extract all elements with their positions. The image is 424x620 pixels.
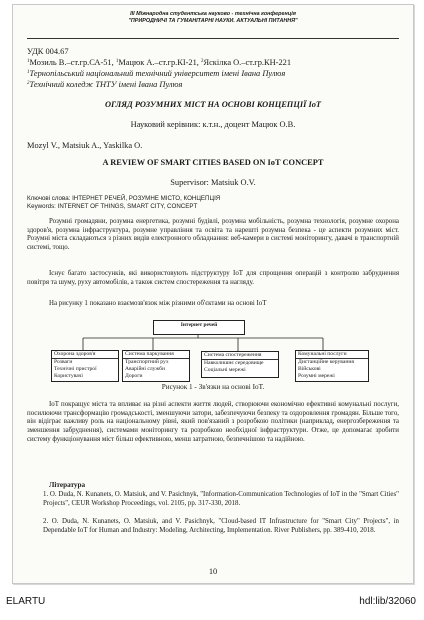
paragraph-2: Існує багато застосунків, які використовують підструктуру IoT для спрощення операцій з контролю забруднення повітря та шуму, руху автомобілів, а також систем спостереження та нагляду. (27, 270, 399, 286)
affiliation-1: $^1$Тернопільський національний технічний університет імені Івана Пулюя (27, 69, 286, 78)
diagram-group-2 (122, 350, 190, 382)
diagram-group-4 (295, 350, 369, 382)
paragraph-3: На рисунку 1 показано взаємозв'язок між різними об'єктами на основі IoT (49, 300, 267, 307)
title-uk: ОГЛЯД РОЗУМНИХ МІСТ НА ОСНОВІ КОНЦЕПЦІЇ IoT (104, 100, 322, 109)
affiliation-2: $^2$Технічний коледж ТНТУ імені Івана Пулюя (27, 80, 183, 89)
keywords-uk: Ключові слова: ІНТЕРНЕТ РЕЧЕЙ, РОЗУМНЕ МІСТО, КОНЦЕПЦІЯ (27, 195, 221, 202)
title-en: A REVIEW OF SMART CITIES BASED ON IoT CONCEPT (102, 158, 324, 167)
diagram-group-1 (51, 350, 119, 382)
conference-line-1: III Міжнародна студентська науково - технічна конференція (130, 11, 296, 17)
diagram-root-node (153, 320, 245, 335)
diagram-item: Технічні пристрої (54, 365, 97, 372)
diagram-item: Дороги (125, 372, 143, 379)
diagram-item: Військові (298, 365, 321, 372)
references-heading: Література (49, 481, 86, 489)
figure-caption: Рисунок 1 - Зв'язки на основі IoT. (161, 383, 265, 391)
diagram-item: Система паркування (123, 351, 189, 359)
document-page (12, 4, 414, 584)
diagram-item: Аварійні служби (125, 365, 166, 372)
diagram-item: Охорона здоров'я (52, 351, 118, 359)
udc-code: УДК 004.67 (27, 47, 69, 56)
diagram-item: Транспортний рух (125, 358, 169, 365)
reference-1: 1. O. Duda, N. Kunanets, O. Matsiuk, and V. Pasichnyk, "Information-Communication Technologies of IoT in the "Smart Cities" Projects", CEUR Workshop Proceedings, vol. 2105, pp. 317-330, 2018. (43, 491, 399, 507)
supervisor-en: Supervisor: Matsiuk O.V. (170, 178, 256, 187)
authors-uk: $^1$Мозиль В.–ст.гр.СА-51, $^1$Мацюк А.–ст.гр.КІ-21, $^2$Яскілка О.–ст.гр.КН-221 (27, 58, 292, 67)
footer-repository-label: ELARTU (6, 596, 46, 607)
diagram-item: Комунальні послуги (296, 351, 368, 359)
diagram-item: Навколишнє середовище (204, 359, 264, 366)
supervisor-uk: Науковий керівник: к.т.н., доцент Мацюк О.В. (130, 120, 296, 129)
diagram-item: Користувачі (54, 372, 83, 379)
page-number: 10 (208, 567, 218, 576)
keywords-en: Keywords: INTERNET OF THINGS, SMART CITY, CONCEPT (27, 203, 198, 210)
diagram-item: Соціальні мережі (204, 366, 246, 373)
diagram-item: Розваги (54, 358, 73, 365)
diagram-group-3 (201, 351, 279, 378)
paragraph-1: Розумні громадяни, розумна енергетика, розумні будівлі, розумна мобільність, розумна технологія, розумне охорона здоров'я, розумна інфраструктура, розумне управління та освіта та нарешті розумна безпека - це аспекти розумних міст. Розумні міста складаються з різних видів електронного обладнання: веб-камери в системі моніторингу, давачі в транспортній системі, тощо. (27, 218, 399, 252)
diagram-item: Розумні мережі (298, 372, 335, 379)
authors-en: Mozyl V., Matsiuk A., Yaskilka O. (27, 141, 143, 150)
paragraph-4: IoT покращує міста та впливає на різні аспекти життя людей, створюючи економічно ефективні комунальні послуги, посилюючи трансформацію громадськості, зменшуючи затори, забезпечуючи безпеку та оздоровлення громадян. Більше того, він відіграє важливу роль на національному рівні, який пов'язаний з розробкою політики (наприклад, енергозбереження та зменшення забруднення), системами моніторингу та розробкою необхідної інфраструктури. Отже, це допомагає зробити систему функціонування міст більш ефективною, менш затратною, безпечнішою та надійною. (27, 401, 399, 443)
header-rule (27, 38, 399, 39)
diagram-item: Дистанційне керування (298, 358, 354, 365)
footer-handle: hdl:lib/32060 (359, 596, 416, 607)
reference-2: 2. O. Duda, N. Kunanets, O. Matsiuk, and V. Pasichnyk, "Cloud-based IT Infrastructure for "Smart City" Projects", in Dependable IoT for Human and Industry: Modeling, Architecting, Implementation. River Publishers, pp. 389-410, 2018. (43, 518, 399, 534)
diagram-root-label: Інтернет речей (180, 322, 218, 328)
conference-line-2: "ПРИРОДНИЧІ ТА ГУМАНІТАРНІ НАУКИ. АКТУАЛЬНІ ПИТАННЯ" (128, 18, 298, 24)
diagram-item: Система спостереження (202, 352, 278, 360)
